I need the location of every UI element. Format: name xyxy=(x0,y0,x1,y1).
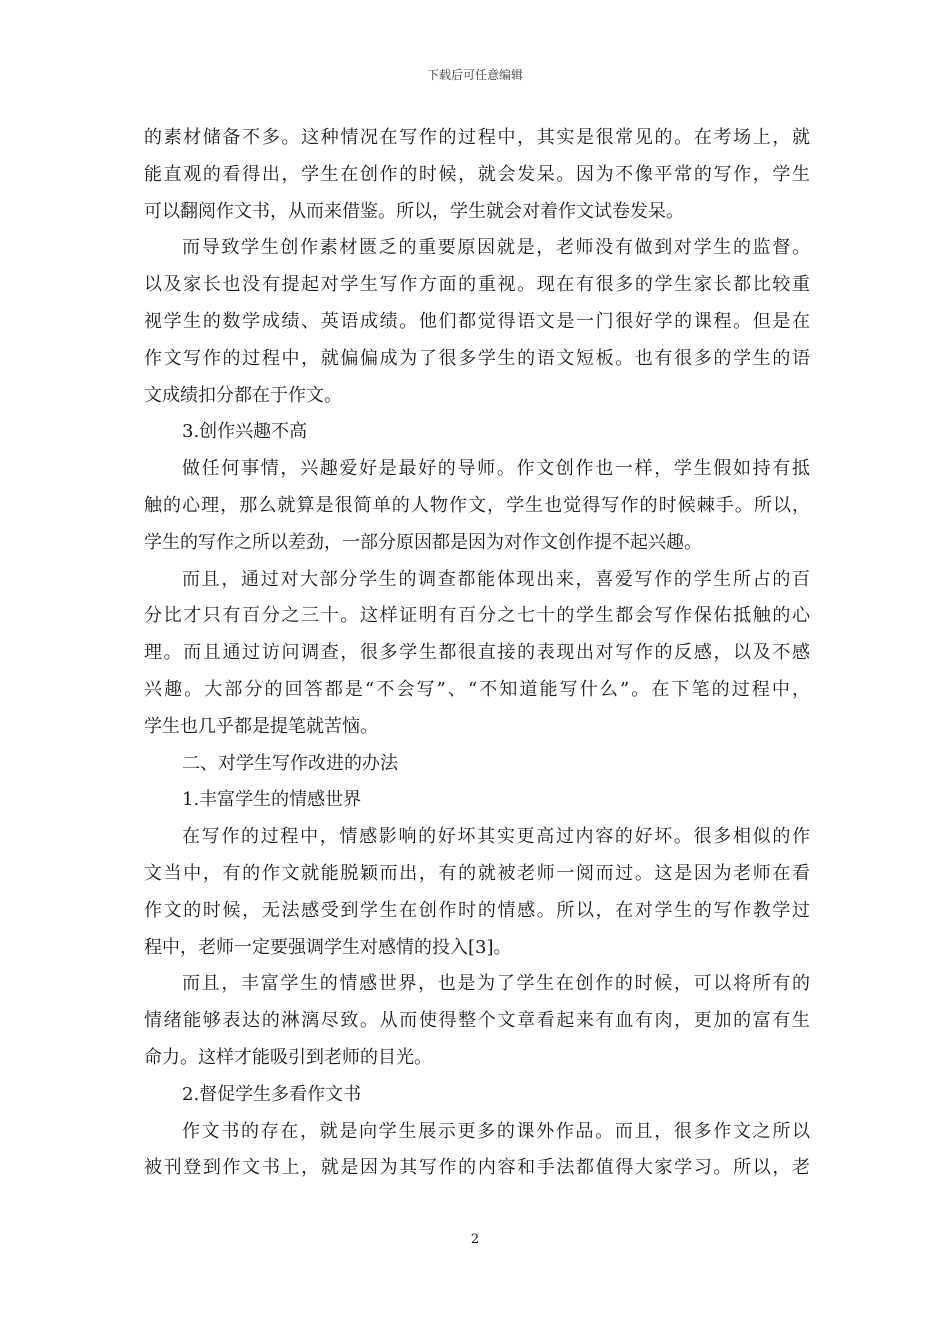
text-line: 命力。这样才能吸引到老师的目光。 xyxy=(144,1046,432,1068)
text-line: 作文的时候，无法感受到学生在创作时的情感。所以，在对学生的写作教学过 xyxy=(144,899,810,921)
text-line: 而且，丰富学生的情感世界，也是为了学生在创作的时候，可以将所有的 xyxy=(182,973,810,995)
text-line: 而导致学生创作素材匮乏的重要原因就是，老师没有做到对学生的监督。 xyxy=(182,237,810,259)
text-line: 文当中，有的作文就能脱颖而出，有的就被老师一阅而过。这是因为老师在看 xyxy=(144,862,810,884)
document-body xyxy=(144,120,810,1187)
text-line: 程中，老师一定要强调学生对感情的投入[3]。 xyxy=(144,936,512,958)
text-line: 以及家长也没有提起对学生写作方面的重视。现在有很多的学生家长都比较重 xyxy=(144,274,810,296)
text-line: 情绪能够表达的淋漓尽致。从而使得整个文章看起来有血有肉，更加的富有生 xyxy=(144,1010,810,1032)
page-number: 2 xyxy=(470,1232,480,1247)
text-line: 作文写作的过程中，就偏偏成为了很多学生的语文短板。也有很多的学生的语 xyxy=(144,347,810,369)
text-line: 3.创作兴趣不高 xyxy=(182,421,308,443)
text-line: 二、对学生写作改进的办法 xyxy=(182,752,398,774)
text-line: 兴趣。大部分的回答都是“不会写”、“不知道能写什么”。在下笔的过程中， xyxy=(144,678,810,700)
text-line: 1.丰富学生的情感世界 xyxy=(182,789,362,811)
text-line: 视学生的数学成绩、英语成绩。他们都觉得语文是一门很好学的课程。但是在 xyxy=(144,310,810,332)
text-line: 文成绩扣分都在于作文。 xyxy=(144,384,342,406)
text-line: 学生也几乎都是提笔就苦恼。 xyxy=(144,715,378,737)
text-line: 2.督促学生多看作文书 xyxy=(182,1083,362,1105)
text-line: 在写作的过程中，情感影响的好坏其实更高过内容的好坏。很多相似的作 xyxy=(182,826,810,848)
text-line: 理。而且通过访问调查，很多学生都很直接的表现出对写作的反感，以及不感 xyxy=(144,642,810,664)
text-line: 分比才只有百分之三十。这样证明有百分之七十的学生都会写作保佑抵触的心 xyxy=(144,605,810,627)
text-line: 做任何事情，兴趣爱好是最好的导师。作文创作也一样，学生假如持有抵 xyxy=(182,458,810,480)
text-line: 触的心理，那么就算是很简单的人物作文，学生也觉得写作的时候棘手。所以， xyxy=(144,494,810,516)
text-line: 能直观的看得出，学生在创作的时候，就会发呆。因为不像平常的写作，学生 xyxy=(144,163,810,185)
page-header: 下载后可任意编辑 xyxy=(426,68,523,82)
text-line: 被刊登到作文书上，就是因为其写作的内容和手法都值得大家学习。所以，老 xyxy=(144,1157,810,1179)
text-line: 学生的写作之所以差劲，一部分原因都是因为对作文创作提不起兴趣。 xyxy=(144,531,702,553)
text-line: 可以翻阅作文书，从而来借鉴。所以，学生就会对着作文试卷发呆。 xyxy=(144,200,684,222)
text-line: 的素材储备不多。这种情况在写作的过程中，其实是很常见的。在考场上，就 xyxy=(144,127,810,148)
text-line: 作文书的存在，就是向学生展示更多的课外作品。而且，很多作文之所以 xyxy=(182,1120,810,1142)
text-line: 而且，通过对大部分学生的调查都能体现出来，喜爱写作的学生所占的百 xyxy=(182,568,810,590)
